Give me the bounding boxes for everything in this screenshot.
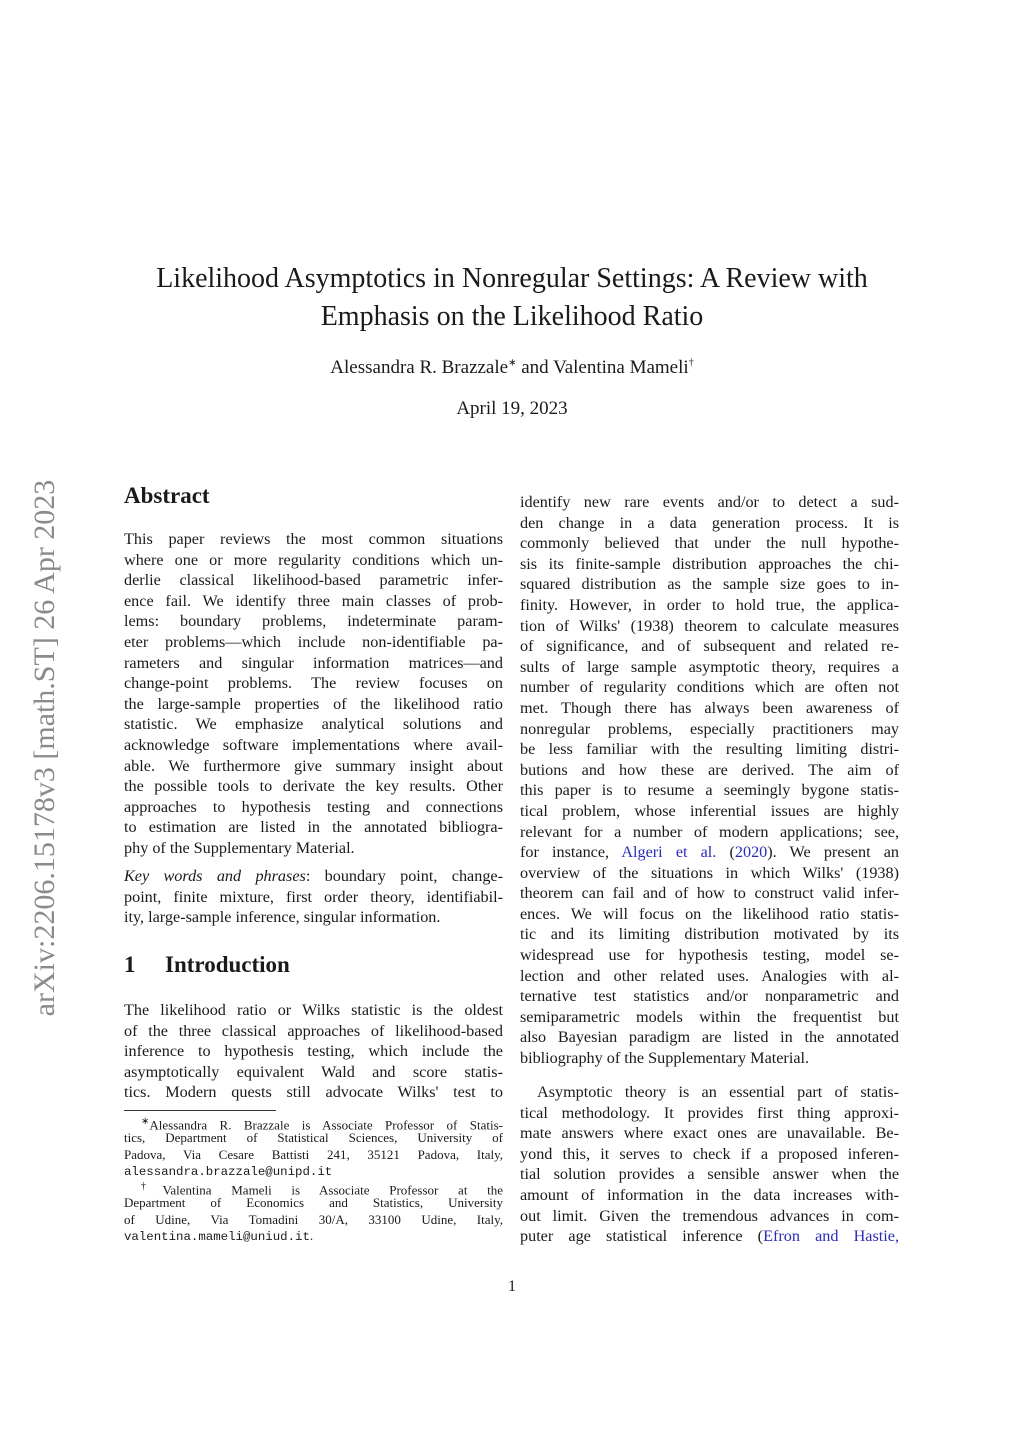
text-line: lems: boundary problems, indeterminate param- [124,612,503,631]
text-line: sis its finite-sample distribution approaches the chi- [520,554,899,573]
text-line: semiparametric models within the frequentist but [520,1007,899,1026]
intro-paragraph-left [124,1000,503,1103]
paper-title [0,260,1024,336]
text-line: of the three classical approaches of likelihood-based [124,1021,503,1040]
text-line: amount of information in the data increases with- [520,1185,899,1204]
text-line: ence fail. We identify three main classes of prob- [124,591,503,610]
footnote-text: tics, Department of Statistical Sciences, University of [124,1130,503,1146]
paper-date: April 19, 2023 [456,398,568,419]
abstract-title: Abstract [124,483,210,508]
text-segment: puter age statistical inference ( [520,1227,764,1246]
text-line: overview of the situations in which Wilks' (1938) [520,863,899,882]
text-line: tics. Modern quests still advocate Wilks' test to [124,1083,503,1102]
footnote-mark[interactable]: ∗ [508,357,517,369]
email-link[interactable]: alessandra.brazzale@unipd.it [124,1164,333,1179]
text-line: Asymptotic theory is an essential part of statis- [537,1083,899,1101]
citation-link[interactable]: 2020 [734,843,768,862]
keywords-text: : boundary point, change- [305,867,504,885]
text-line: The likelihood ratio or Wilks statistic is the oldest [124,1001,503,1019]
text-line: finity. However, in order to hold true, the applica- [520,595,899,614]
title-line: Likelihood Asymptotics in Nonregular Settings: A Review with [156,263,868,294]
footnote-rule [124,1110,276,1111]
text-line: mate answers where exact ones are unavailable. Be- [520,1124,899,1143]
text-line: commonly believed that under the null hypothe- [520,534,899,553]
text-line: tic and its limiting distribution motivated by its [520,925,899,944]
text-line: relevant for a number of modern applications; see, [520,822,899,841]
text-line: tion of Wilks' (1938) theorem to calculate measures [520,616,899,635]
footnote-1 [124,1114,503,1244]
text-line: This paper reviews the most common situations [124,530,503,548]
text-line: where one or more regularity conditions which un- [124,550,503,569]
text-line: be less familiar with the resulting limiting distri- [520,740,899,759]
page-number: 1 [508,1278,516,1295]
text-line: lection and other related uses. Analogies with al- [520,966,899,985]
section-number: 1 [124,952,136,977]
text-line: yond this, it serves to check if a proposed inferen- [520,1144,899,1163]
text-line: ternative test statistics and/or nonparametric and [520,987,899,1006]
footnote-text: Valentina Mameli is Associate Professor at the [162,1182,504,1198]
footnote-mark: † [141,1181,163,1193]
text-line: den change in a data generation process. It is [520,513,899,532]
text-line: tical problem, whose inferential issues are highly [520,801,899,820]
footnote-mark: ∗ [141,1116,150,1127]
text-line: acknowledge software implementations where avail- [124,735,503,754]
text-segment: ). We present an [767,843,899,862]
abstract-body [124,529,503,859]
text-line: also Bayesian paradigm are listed in the annotated [520,1028,899,1047]
text-line: tical methodology. It provides first thing approxi- [520,1103,899,1122]
email-link[interactable]: valentina.mameli@uniud.it [124,1230,310,1245]
text-line: butions and how these are derived. The aim of [520,760,899,779]
footnote-text: of Udine, Via Tomadini 30/A, 33100 Udine, Italy, [124,1211,503,1227]
keywords [124,866,503,928]
text-line: squared distribution as the sample size goes to in- [520,575,899,594]
intro-paragraph-right-2 [520,1082,899,1247]
text-line: approaches to hypothesis testing and connections [124,797,503,816]
text-line: rameters and singular information matrices—and [124,653,503,672]
text-line: identify new rare events and/or to detect a sud- [520,493,899,511]
text-line: derlie classical likelihood-based parametric infer- [124,571,503,590]
section-title: Introduction [165,952,290,977]
author-name: Valentina Mameli [553,357,689,378]
text-line: widespread use for hypothesis testing, model se- [520,946,899,965]
text-line: change-point problems. The review focuses on [124,674,503,693]
text-line: theorem can fail and of how to construct valid infer- [520,884,899,903]
text-line: eter problems—which include non-identifiable pa- [124,632,503,651]
keywords-text: ity, large-sample inference, singular information. [124,908,441,927]
section-heading [124,952,503,978]
abstract-heading [124,483,503,509]
text-line [520,842,899,863]
text-segment: for instance, [520,843,622,862]
text-line: able. We furthermore give summary insight about [124,756,503,775]
footnote-text: Department of Economics and Statistics, University [124,1195,503,1211]
text-line [520,1226,899,1247]
arxiv-identifier-stamp: arXiv:2206.15178v3 [math.ST] 26 Apr 2023 [28,479,61,1017]
citation-link[interactable]: Efron and Hastie, [763,1227,899,1246]
footnote-text: Alessandra R. Brazzale is Associate Professor of Statis- [149,1117,503,1133]
text-line: asymptotically equivalent Wald and score statis- [124,1062,503,1081]
text-line: of significance, and of subsequent and related re- [520,637,899,656]
text-line: bibliography of the Supplementary Material. [520,1049,810,1068]
footnote-text: Padova, Via Cesare Battisti 241, 35121 Padova, Italy, [124,1146,503,1162]
text-line: this paper is to resume a seemingly bygone statis- [520,781,899,800]
citation-link[interactable]: Algeri et al. [621,843,717,862]
text-line: inference to hypothesis testing, which include the [124,1042,503,1061]
text-line: sults of large sample asymptotic theory, requires a [520,657,899,676]
text-line: tial solution provides a sensible answer when the [520,1165,899,1184]
punctuation: . [309,1228,314,1244]
text-line: statistic. We emphasize analytical solutions and [124,715,503,734]
author-name: Alessandra R. Brazzale [330,357,509,378]
footnote-mark[interactable]: † [688,357,694,369]
authors [0,357,1024,379]
text-line: number of regularity conditions which are often not [520,678,899,697]
text-line: phy of the Supplementary Material. [124,838,355,857]
title-line: Emphasis on the Likelihood Ratio [320,301,704,332]
text-line: the possible tools to derivate the key results. Other [124,777,503,796]
text-line: the large-sample properties of the likelihood ratio [124,694,503,713]
text-line: out limit. Given the tremendous advances in com- [520,1206,899,1225]
author-separator: and [516,357,554,378]
keywords-label: Key words and phrases [124,867,306,885]
text-segment: ( [716,843,735,862]
text-line: ences. We will focus on the likelihood ratio statis- [520,904,899,923]
keywords-text: point, finite mixture, first order theory, identifiabil- [124,887,503,906]
text-line: nonregular problems, especially practitioners may [520,719,899,738]
text-line: met. Though there has always been awareness of [520,698,899,717]
intro-paragraph-right-1 [520,492,899,1069]
text-line: to estimation are listed in the annotated bibliogra- [124,818,503,837]
